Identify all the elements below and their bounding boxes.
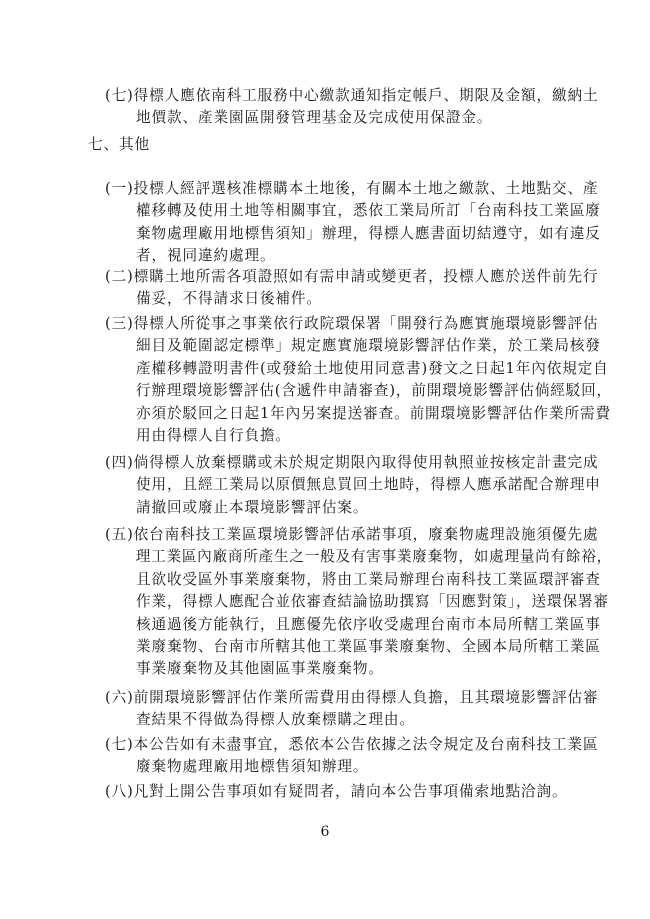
text-line: 請撤回或廢止本環境影響評估案。 xyxy=(105,498,369,516)
text-line: 權移轉及使用土地等相關事宜，悉依工業局所訂「台南科技工業區廢 xyxy=(105,202,601,220)
text-line: 產權移轉證明書件(或發給土地使用同意書)發文之日起1年內依規定自 xyxy=(105,359,609,377)
text-line: 用由得標人自行負擔。 xyxy=(105,426,291,444)
clause-8 xyxy=(105,781,568,803)
section-heading: 七、其他 xyxy=(88,136,150,153)
text-line: 細目及範圍認定標準」規定應實施環境影響評估作業，於工業局核發 xyxy=(105,337,601,355)
text-line: 且欲收受區外事業廢棄物，將由工業局辦理台南科技工業區環評審查 xyxy=(105,570,601,588)
clause-1 xyxy=(105,178,601,268)
text-line: (一)投標人經評選核准標購本土地後，有關本土地之繳款、土地點交、產 xyxy=(105,180,599,197)
text-line: (七)得標人應依南科工服務中心繳款通知指定帳戶、期限及金額，繳納土 xyxy=(105,87,599,104)
clause-3 xyxy=(105,313,612,447)
text-line: 廢棄物處理廠用地標售須知辦理。 xyxy=(105,758,369,776)
text-line: 備妥，不得請求日後補件。 xyxy=(105,290,322,308)
text-line: 者，視同違約處理。 xyxy=(105,247,276,265)
text-line: (六)前開環境影響評估作業所需費用由得標人負擔，且其環境影響評估審 xyxy=(105,689,599,706)
clause-4 xyxy=(105,452,601,519)
page-number: 6 xyxy=(320,824,330,840)
text-line: (二)標購土地所需各項證照如有需申請或變更者，投標人應於送件前先行 xyxy=(105,268,599,285)
text-line: (五)依台南科技工業區環境影響評估承諾事項，廢棄物處理設施須優先處 xyxy=(105,526,599,543)
text-line: 核通過後方能執行，且應優先依序收受處理台南市本局所轄工業區事 xyxy=(105,615,601,633)
text-line: 亦須於駁回之日起1年內另案提送審查。前開環境影響評估作業所需費 xyxy=(105,404,611,422)
text-line: (八)凡對上開公告事項如有疑問者，請向本公告事項備索地點洽詢。 xyxy=(105,783,568,800)
clause-2 xyxy=(105,266,599,311)
text-line: (四)倘得標人放棄標購或未於規定期限內取得使用執照並按核定計畫完成 xyxy=(105,454,599,471)
text-line: 作業，得標人應配合並依審查結論協助撰寫「因應對策」，送環保署審 xyxy=(105,593,609,611)
clause-prev-7 xyxy=(105,85,599,130)
text-line: 理工業區內廠商所產生之一般及有害事業廢棄物，如處理量尚有餘裕， xyxy=(105,548,612,566)
text-line: 行辦理環境影響評估(含遞件申請審查)，前開環境影響評估倘經駁回， xyxy=(105,382,612,400)
text-line: (七)本公告如有未盡事宜，悉依本公告依據之法令規定及台南科技工業區 xyxy=(105,736,599,753)
text-line: 地價款、產業園區開發管理基金及完成使用保證金。 xyxy=(105,109,493,127)
text-line: (三)得標人所從事之事業依行政院環保署「開發行為應實施環境影響評估 xyxy=(105,315,599,332)
text-line: 事業廢棄物及其他園區事業廢棄物。 xyxy=(105,660,384,678)
clause-6 xyxy=(105,687,599,732)
text-line: 棄物處理廠用地標售須知」辦理，得標人應書面切結遵守，如有違反 xyxy=(105,224,601,242)
clause-5 xyxy=(105,524,612,681)
text-line: 查結果不得做為得標人放棄標購之理由。 xyxy=(105,711,415,729)
clause-7 xyxy=(105,734,599,779)
text-line: 業廢棄物、台南市所轄其他工業區事業廢棄物、全國本局所轄工業區 xyxy=(105,637,601,655)
text-line: 使用，且經工業局以原價無息買回土地時，得標人應承諾配合辦理申 xyxy=(105,476,601,494)
